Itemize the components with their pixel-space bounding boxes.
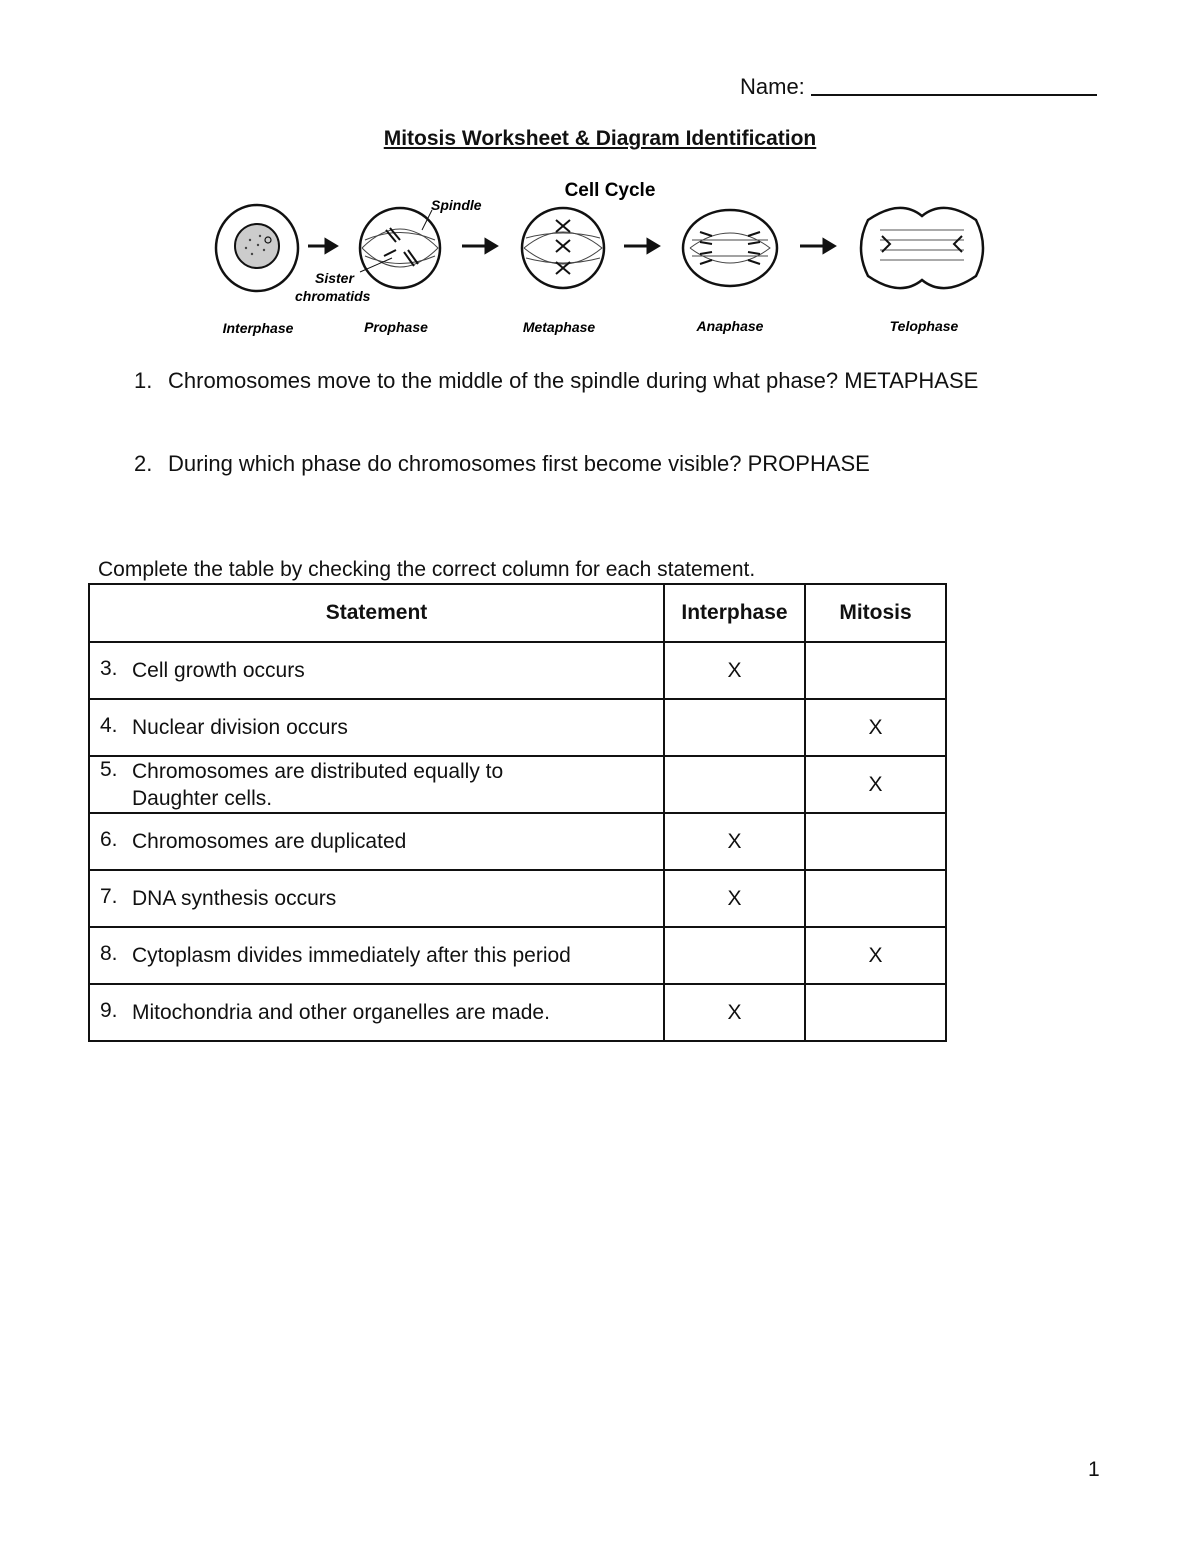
statement-cell (89, 642, 664, 699)
mitosis-check[interactable] (805, 870, 946, 927)
phase-label-metaphase: Metaphase (522, 319, 596, 335)
cell-cycle-diagram (200, 170, 1000, 345)
row-number: 4. (100, 714, 118, 737)
table-row (89, 927, 946, 984)
table-row (89, 984, 946, 1041)
interphase-check[interactable] (664, 699, 805, 756)
statement-text: Chromosomes are duplicated (132, 830, 407, 853)
statement-text: DNA synthesis occurs (132, 887, 337, 910)
worksheet-title: Mitosis Worksheet & Diagram Identification (383, 127, 817, 150)
statement-cell (89, 699, 664, 756)
name-label: Name: (740, 74, 805, 99)
arrow-icon (800, 240, 834, 252)
row-number: 3. (100, 657, 118, 680)
header-mitosis: Mitosis (805, 584, 946, 642)
statement-text: Cell growth occurs (132, 659, 305, 682)
telophase-cell-icon (861, 208, 983, 288)
statement-cell (89, 870, 664, 927)
statement-text: Nuclear division occurs (132, 716, 348, 739)
interphase-check[interactable]: X (664, 870, 805, 927)
arrow-icon (308, 240, 336, 252)
interphase-check[interactable]: X (664, 813, 805, 870)
row-number: 6. (100, 828, 118, 851)
phase-label-prophase: Prophase (364, 319, 428, 335)
mitosis-check[interactable]: X (805, 927, 946, 984)
row-number: 7. (100, 885, 118, 908)
header-statement: Statement (89, 584, 664, 642)
mitosis-check[interactable] (805, 642, 946, 699)
row-number: 5. (100, 757, 118, 781)
statement-cell (89, 984, 664, 1041)
phase-label-anaphase: Anaphase (696, 318, 764, 334)
mitosis-check[interactable] (805, 984, 946, 1041)
phase-label-interphase: Interphase (222, 320, 294, 336)
mitosis-check[interactable] (805, 813, 946, 870)
spindle-label: Spindle (431, 197, 482, 213)
question-number: 1. (134, 368, 153, 393)
name-field (740, 72, 1097, 100)
statement-cell (89, 927, 664, 984)
prophase-cell-icon (360, 208, 440, 288)
header-interphase: Interphase (664, 584, 805, 642)
mitosis-check[interactable]: X (805, 699, 946, 756)
interphase-check[interactable] (664, 927, 805, 984)
table-row (89, 870, 946, 927)
phase-label-telophase: Telophase (889, 318, 959, 334)
row-number: 8. (100, 942, 118, 965)
interphase-check[interactable]: X (664, 984, 805, 1041)
table-row (89, 642, 946, 699)
statement-text-line2: Daughter cells. (132, 786, 273, 810)
interphase-check[interactable] (664, 756, 805, 813)
mitosis-check[interactable]: X (805, 756, 946, 813)
arrow-icon (462, 240, 496, 252)
question-number: 2. (134, 451, 153, 476)
arrow-icon (624, 240, 658, 252)
phase-table (88, 583, 947, 1042)
question-1 (134, 368, 978, 394)
page-number: 1 (1088, 1458, 1100, 1481)
row-number: 9. (100, 999, 118, 1022)
table-instruction: Complete the table by checking the correct column for each statement. (98, 558, 756, 581)
statement-cell (89, 756, 664, 813)
name-blank-line[interactable] (811, 72, 1097, 96)
question-text: Chromosomes move to the middle of the spindle during what phase? METAPHASE (168, 368, 979, 393)
interphase-cell-icon (216, 205, 298, 291)
diagram-title: Cell Cycle (564, 180, 656, 201)
statement-text: Chromosomes are distributed equally to (132, 759, 504, 783)
table-row (89, 756, 946, 813)
statement-text: Mitochondria and other organelles are made. (132, 1001, 550, 1024)
sister-label: Sister (315, 270, 354, 286)
statement-cell (89, 813, 664, 870)
statement-text: Cytoplasm divides immediately after this period (132, 944, 571, 967)
metaphase-cell-icon (522, 208, 604, 288)
question-2 (134, 451, 870, 477)
interphase-check[interactable]: X (664, 642, 805, 699)
table-row (89, 813, 946, 870)
chromatids-label: chromatids (295, 288, 371, 304)
anaphase-cell-icon (683, 210, 777, 286)
table-row (89, 699, 946, 756)
question-text: During which phase do chromosomes first become visible? PROPHASE (168, 451, 870, 476)
table-header-row (89, 584, 946, 642)
